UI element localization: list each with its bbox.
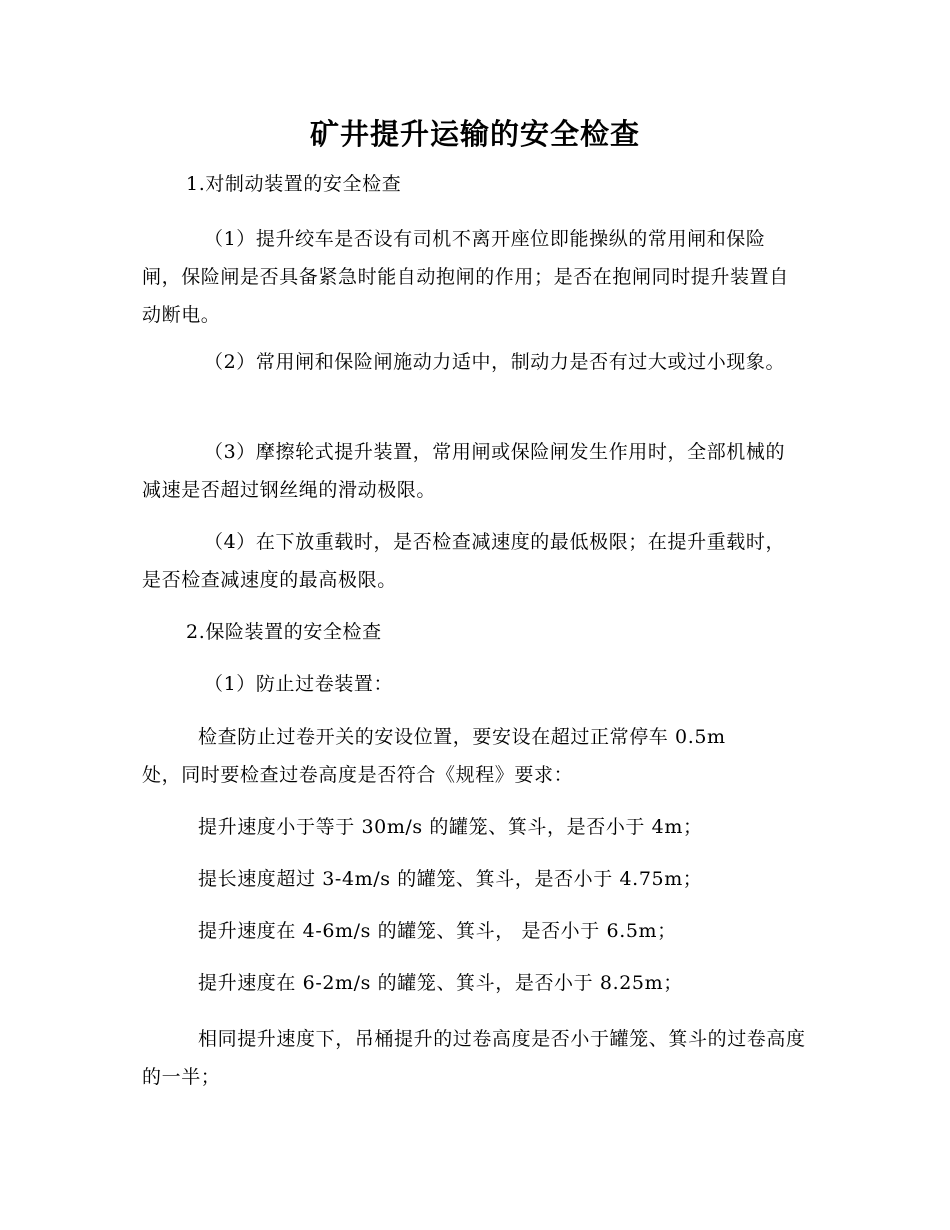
speed-rule-4: 提升速度在 6-2m/s 的罐笼、箕斗，是否小于 8.25m；: [198, 972, 683, 994]
section2-check-line-2: 处，同时要检查过卷高度是否符合《规程》要求：: [142, 764, 574, 786]
document-title: 矿井提升运输的安全检查: [309, 117, 640, 151]
section1-item-2: （2）常用闸和保险闸施动力适中，制动力是否有过大或过小现象。: [204, 351, 786, 373]
bucket-rule: 相同提升速度下，吊桶提升的过卷高度是否小于罐笼、箕斗的过卷高度的一半；: [142, 1028, 806, 1088]
section1-heading: 1.对制动装置的安全检查: [186, 173, 402, 195]
section2-subheading: （1）防止过卷装置：: [204, 673, 394, 695]
speed-rule-3: 提升速度在 4-6m/s 的罐笼、箕斗， 是否小于 6.5m；: [198, 920, 677, 942]
section1-item-1: （1）提升绞车是否设有司机不离开座位即能操纵的常用闸和保险闸，保险闸是否具备紧急时能自动抱闸的作用；是否在抱闸同时提升装置自动断电。: [142, 228, 789, 326]
section2-heading: 2.保险装置的安全检查: [186, 621, 382, 643]
section2-check-line-1: 检查防止过卷开关的安设位置，要安设在超过正常停车 0.5m: [198, 726, 726, 748]
speed-rule-1: 提升速度小于等于 30m/s 的罐笼、箕斗，是否小于 4m；: [198, 816, 703, 838]
speed-rule-2: 提长速度超过 3-4m/s 的罐笼、箕斗，是否小于 4.75m；: [198, 868, 703, 890]
section1-item-3: （3）摩擦轮式提升装置，常用闸或保险闸发生作用时，全部机械的减速是否超过钢丝绳的滑动极限。: [142, 441, 786, 501]
section1-item-4: （4）在下放重载时，是否检查减速度的最低极限；在提升重载时，是否检查减速度的最高极限。: [142, 531, 786, 591]
